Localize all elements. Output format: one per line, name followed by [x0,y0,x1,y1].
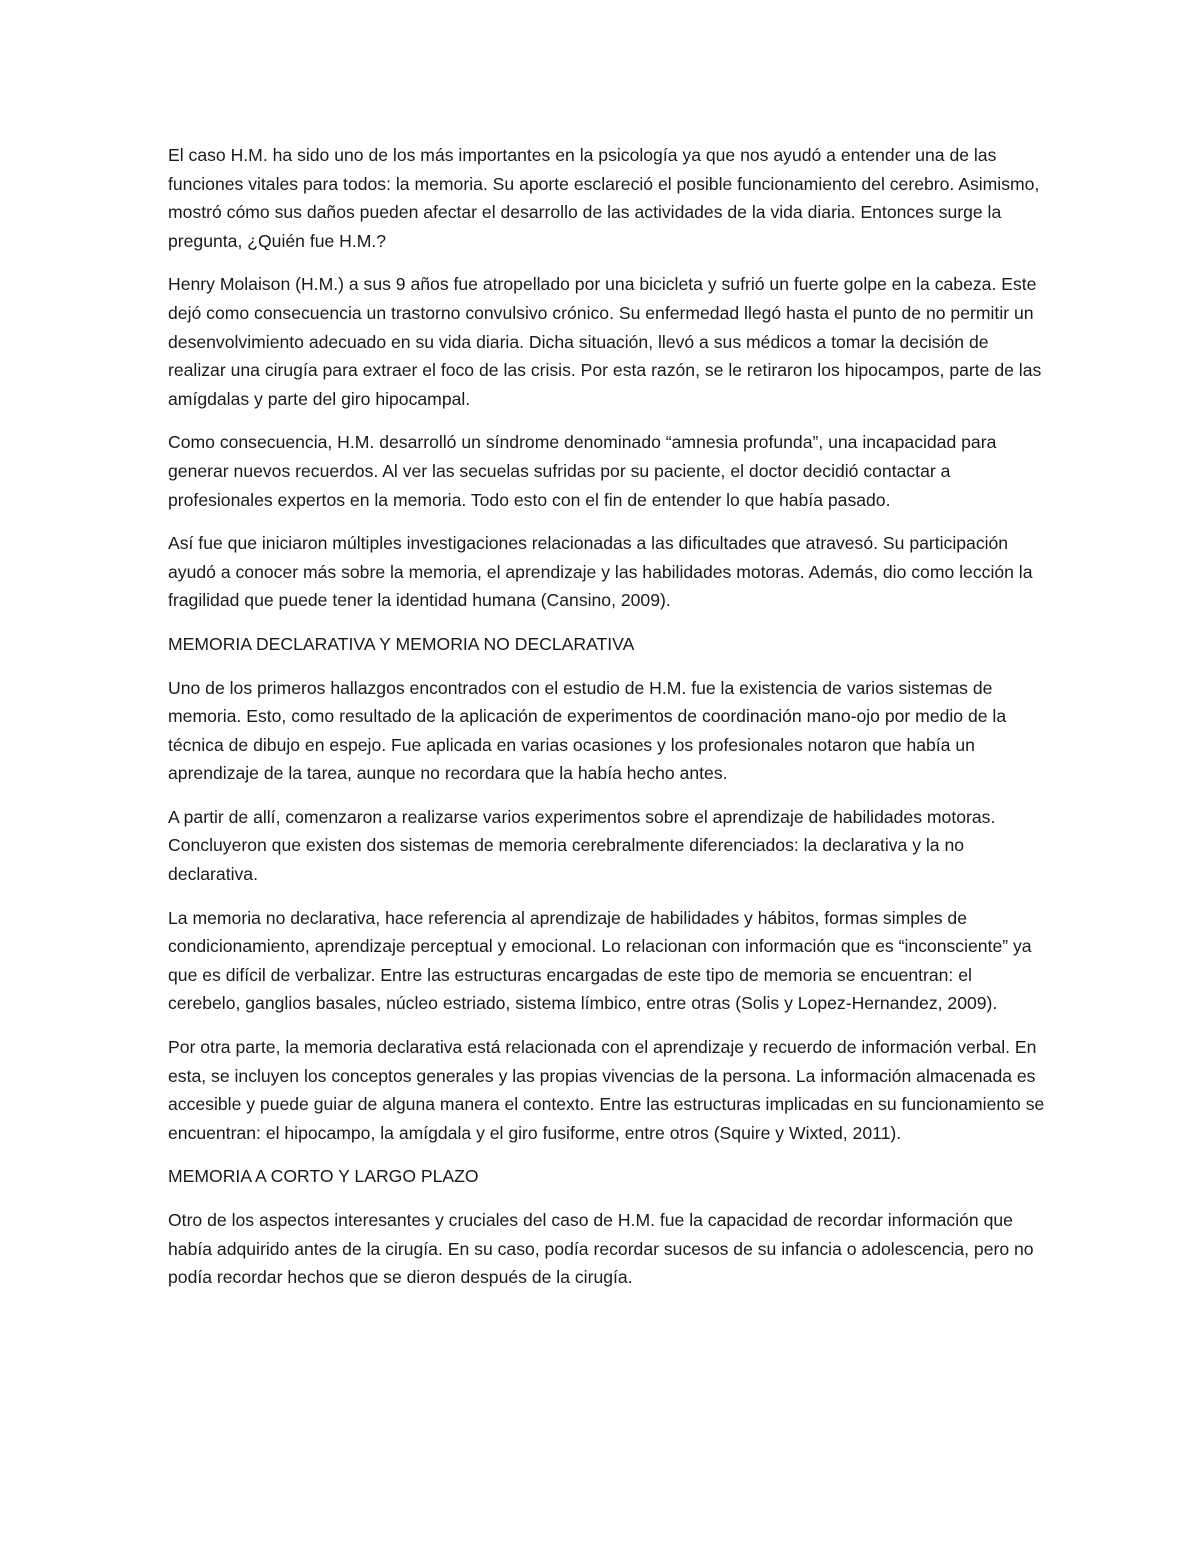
paragraph-henry-molaison: Henry Molaison (H.M.) a sus 9 años fue atropellado por una bicicleta y sufrió un fuerte golpe en la cabeza. Este dejó como consecuencia un trastorno convulsivo crónico. Su enfermedad llegó hasta el punto de no permitir un desenvolvimiento adecuado en su vida diaria. Dicha situación, llevó a sus médicos a tomar la decisión de realizar una cirugía para extraer el foco de las crisis. Por esta razón, se le retiraron los hipocampos, parte de las amígdalas y parte del giro hipocampal. [168,274,1042,409]
section-heading-declarative-memory: MEMORIA DECLARATIVA Y MEMORIA NO DECLARATIVA [168,633,635,654]
paragraph-recall: Otro de los aspectos interesantes y cruciales del caso de H.M. fue la capacidad de recordar información que había adquirido antes de la cirugía. En su caso, podía recordar sucesos de su infancia o adolescencia, pero no podía recordar hechos que se dieron después de la cirugía. [168,1210,1034,1288]
paragraph-first-findings: Uno de los primeros hallazgos encontrados con el estudio de H.M. fue la existencia de varios sistemas de memoria. Esto, como resultado de la aplicación de experimentos de coordinación mano-ojo por medio de la técnica de dibujo en espejo. Fue aplicada en varias ocasiones y los profesionales notaron que había un aprendizaje de la tarea, aunque no recordara que la había hecho antes. [168,677,1007,784]
paragraph-consequence: Como consecuencia, H.M. desarrolló un síndrome denominado “amnesia profunda”, una incapacidad para generar nuevos recuerdos. Al ver las secuelas sufridas por su paciente, el doctor decidió contactar a profesionales expertos en la memoria. Todo esto con el fin de entender lo que había pasado. [168,432,997,510]
paragraph-experiments: A partir de allí, comenzaron a realizarse varios experimentos sobre el aprendizaje de habilidades motoras. Concluyeron que existen dos sistemas de memoria cerebralmente diferenciados: la declarativa y la no declarativa. [168,806,996,885]
paragraph-declarative: Por otra parte, la memoria declarativa está relacionada con el aprendizaje y recuerdo de información verbal. En esta, se incluyen los conceptos generales y las propias vivencias de la persona. La información almacenada es accesible y puede guiar de alguna manera el contexto. Entre las estructuras implicadas en su funcionamiento se encuentran: el hipocampo, la amígdala y el giro fusiforme, entre otros (Squire y Wixted, 2011). [168,1037,1045,1143]
paragraph-intro: El caso H.M. ha sido uno de los más importantes en la psicología ya que nos ayudó a entender una de las funciones vitales para todos: la memoria. Su aporte esclareció el posible funcionamiento del cerebro. Asimismo, mostró cómo sus daños pueden afectar el desarrollo de las actividades de la vida diaria. Entonces surge la pregunta, ¿Quién fue H.M.? [168,145,1040,251]
section-heading-short-long-term-memory: MEMORIA A CORTO Y LARGO PLAZO [168,1166,479,1187]
paragraph-investigations: Así fue que iniciaron múltiples investigaciones relacionadas a las dificultades que atravesó. Su participación ayudó a conocer más sobre la memoria, el aprendizaje y las habilidades motoras. Además, dio como lección la fragilidad que puede tener la identidad humana (Cansino, 2009). [168,533,1033,611]
paragraph-non-declarative: La memoria no declarativa, hace referencia al aprendizaje de habilidades y hábitos, formas simples de condicionamiento, aprendizaje perceptual y emocional. Lo relacionan con información que es “inconsciente” ya que es difícil de verbalizar. Entre las estructuras encargadas de este tipo de memoria se encuentran: el cerebelo, ganglios basales, núcleo estriado, sistema límbico, entre otras (Solis y Lopez-Hernandez, 2009). [168,907,1032,1014]
document-page [168,141,1048,1307]
